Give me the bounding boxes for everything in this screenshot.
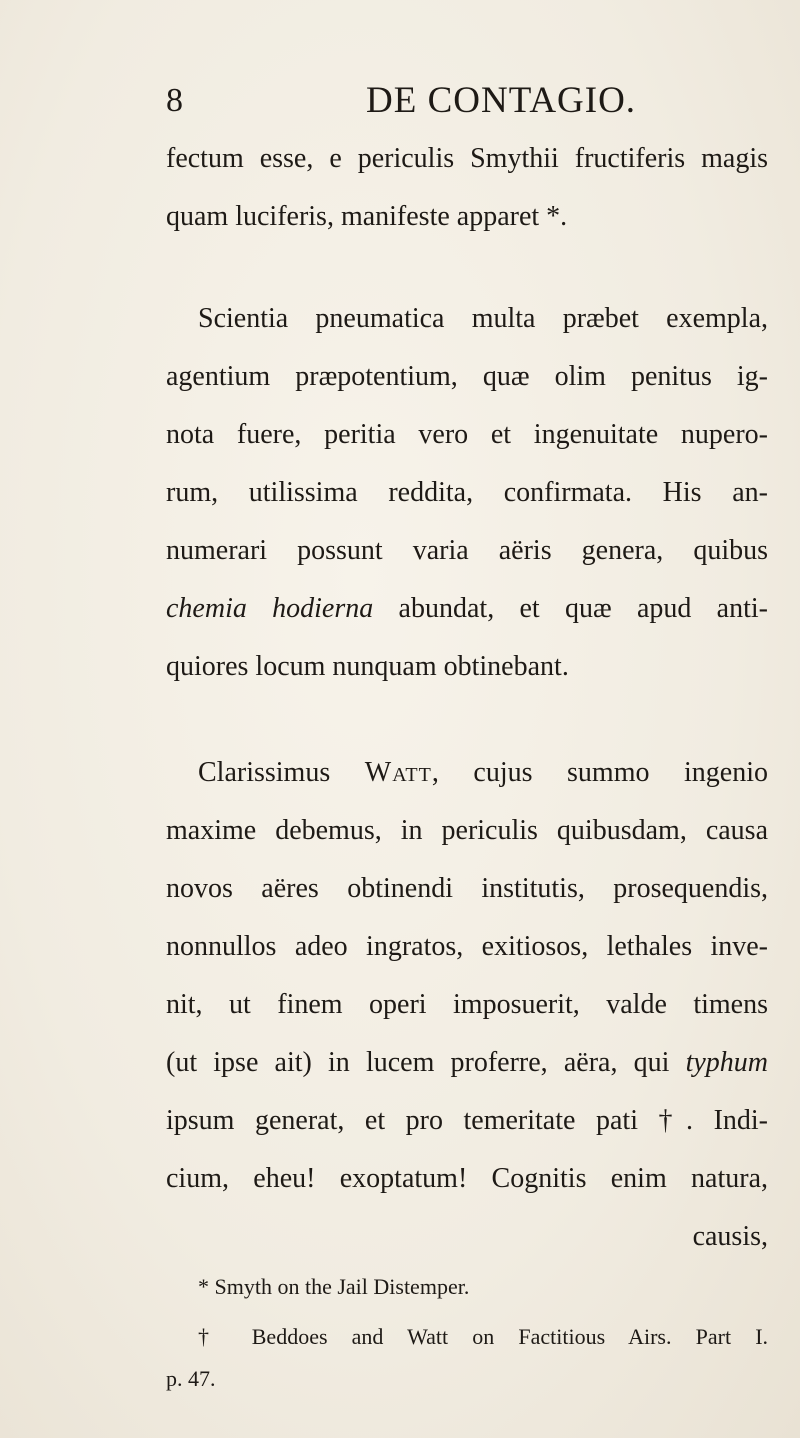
text-line: agentium præpotentium, quæ olim penitus ig- — [166, 361, 768, 392]
text-line: ipsum generat, et pro temeritate pati †. Indi- — [166, 1105, 768, 1136]
text-line — [166, 1034, 768, 1092]
text-line: novos aëres obtinendi institutis, prosequendis, — [166, 873, 768, 904]
italic-phrase: chemia hodierna — [166, 593, 374, 624]
text-span: , cujus summo ingenio — [431, 757, 768, 788]
paragraph-gap — [166, 696, 768, 744]
page-number: 8 — [166, 82, 183, 119]
italic-word: typhum — [685, 1047, 768, 1078]
text-line: cium, eheu! exoptatum! Cognitis enim natura, — [166, 1163, 768, 1194]
text-span: Clarissimus — [198, 757, 365, 788]
person-name: Watt — [364, 757, 432, 788]
text-line — [166, 580, 768, 638]
text-line: nota fuere, peritia vero et ingenuitate nupero- — [166, 419, 768, 450]
text-line: rum, utilissima reddita, confirmata. His an- — [166, 477, 768, 508]
text-line: nit, ut finem operi imposuerit, valde timens — [166, 989, 768, 1020]
running-title: DE CONTAGIO. — [366, 80, 637, 121]
footnote — [166, 1312, 768, 1362]
text-line: quam luciferis, manifeste apparet *. — [166, 201, 568, 232]
page-header — [166, 76, 766, 126]
footnote-text: † Beddoes and Watt on Factitious Airs. — [198, 1324, 672, 1349]
text-line — [166, 744, 768, 802]
footnote-part: Part I. — [695, 1324, 769, 1349]
footnote: * Smyth on the Jail Distemper. — [198, 1274, 470, 1299]
footnotes — [166, 1262, 768, 1396]
text-line: nonnullos adeo ingratos, exitiosos, lethales inve- — [166, 931, 768, 962]
text-line: numerari possunt varia aëris genera, quibus — [166, 535, 768, 566]
footnote-continuation: p. 47. — [166, 1366, 216, 1391]
text-line: Scientia pneumatica multa præbet exempla, — [198, 303, 768, 334]
text-line: fectum esse, e periculis Smythii fructiferis magis — [166, 143, 768, 174]
text-span: (ut ipse ait) in lucem proferre, aëra, qui — [166, 1047, 686, 1078]
text-line: maxime debemus, in periculis quibusdam, causa — [166, 815, 768, 846]
text-line: quiores locum nunquam obtinebant. — [166, 651, 569, 682]
paragraph-gap — [166, 246, 768, 290]
catchword: causis, — [692, 1221, 768, 1252]
body-text — [166, 130, 768, 1266]
text-span: abundat, et quæ apud anti- — [373, 593, 768, 624]
